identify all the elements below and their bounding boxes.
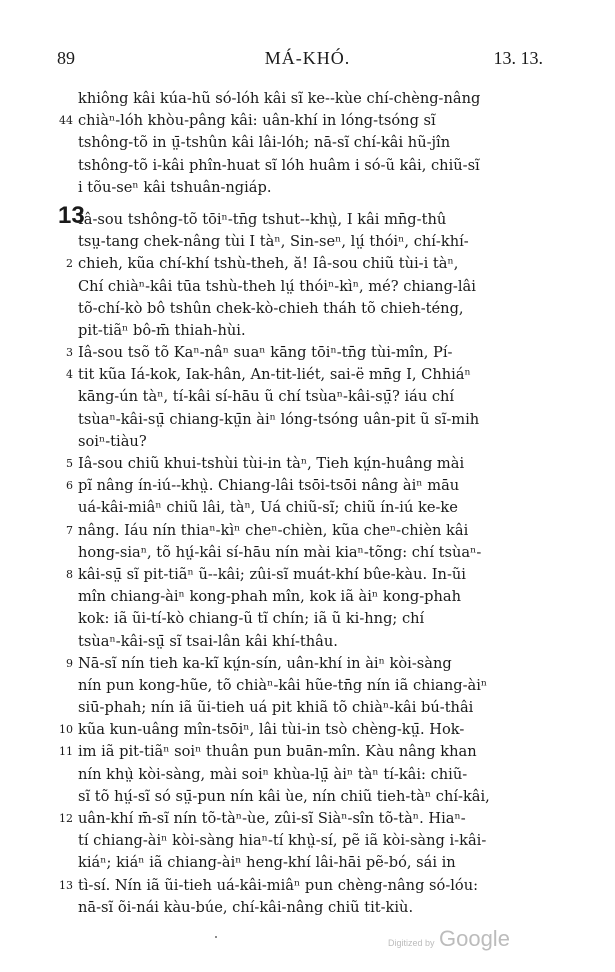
line-text: nín khṳ̀ kòi-sàng, mài soiⁿ khùa-lṳ̄ àiⁿ tàⁿ tí-kâi: chiũ- <box>78 765 468 783</box>
text-line <box>66 475 548 497</box>
text-line <box>78 298 548 320</box>
line-text: soiⁿ-tiàu? <box>78 432 147 450</box>
line-text: khiông kâi kúa-hũ só-lóh kâi sĩ ke--kùe chí-chèng-nâng <box>78 90 481 107</box>
text-line <box>78 409 548 431</box>
chapter-number: 13 <box>58 201 85 229</box>
line-text: i tõu-seⁿ kâi tshuân-ngiáp. <box>78 178 272 196</box>
text-line <box>78 786 548 808</box>
verse-number: 11 <box>59 745 73 759</box>
verse-number: 8 <box>66 567 73 581</box>
text-line <box>78 276 548 298</box>
line-text: tsṳ-tang chek-nâng tùi I tàⁿ, Sin-seⁿ, lṳ́ thóiⁿ, chí-khí- <box>78 233 469 251</box>
google-logo: Google <box>438 926 510 951</box>
text-line <box>78 497 548 519</box>
line-text: nā-sĩ õi-nái kàu-búe, chí-kâi-nâng chiũ tit-kiù. <box>78 898 414 916</box>
line-text: tsùaⁿ-kâi-sṳ̄ chiang-kṳ̄n àiⁿ lóng-tsóng uân-pit ũ sĩ-mih <box>78 410 480 428</box>
line-text: Nā-sĩ nín tieh ka-kĩ kṳ́n-sín, uân-khí in àiⁿ kòi-sàng <box>78 654 452 672</box>
digitized-watermark <box>388 926 510 952</box>
line-text: Iâ-sou chiũ khui-tshùi tùi-in tàⁿ, Tieh kṳ́n-huâng mài <box>78 455 465 472</box>
book-title: MÁ-KHÓ. <box>264 48 351 68</box>
text-line <box>78 675 548 697</box>
text-line <box>59 808 548 830</box>
text-line <box>78 155 548 177</box>
line-text: Chí chiàⁿ-kâi tūa tshù-theh lṳ́ thóiⁿ-kìⁿ, mé? chiang-lâi <box>78 277 476 295</box>
text-line <box>59 875 548 897</box>
text-line <box>78 386 548 408</box>
line-text: tì-sí. Nín iã ũi-tieh uá-kâi-miâⁿ pun chèng-nâng só-lóu: <box>78 876 479 894</box>
line-text: uân-khí m̄-sĩ nín tõ-tàⁿ-ùe, zûi-sĩ Siàⁿ-sîn tõ-tàⁿ. Hiaⁿ- <box>78 810 466 827</box>
text-line <box>59 110 548 132</box>
line-text: tshông-tõ i-kâi phîn-huat sĩ lóh huâm i só-ũ kâi, chiũ-sĩ <box>78 156 480 174</box>
text-line <box>78 852 548 874</box>
verse-number: 44 <box>59 114 73 128</box>
line-text: Iâ-sou tshông-tõ tōiⁿ-tn̄g tshut--khṳ̀, I kâi mn̄g-thû <box>78 210 447 228</box>
line-text: mîn chiang-àiⁿ kong-phah mîn, kok iã àiⁿ kong-phah <box>78 588 462 606</box>
line-text: im iã pit-tiãⁿ soiⁿ thuân pun buān-mîn. Kàu nâng khan <box>78 743 477 761</box>
line-text: tí chiang-àiⁿ kòi-sàng hiaⁿ-tí khṳ̀-sí, pẽ iã kòi-sàng i-kâi- <box>78 832 487 850</box>
text-line <box>66 364 548 386</box>
line-text: uá-kâi-miâⁿ chiũ lâi, tàⁿ, Uá chiũ-sĩ; chiũ ín-iú ke-ke <box>78 499 458 517</box>
chapter-verse-reference: 13. 13. <box>493 48 543 68</box>
line-text: nâng. Iáu nín thiaⁿ-kìⁿ cheⁿ-chièn, kũa cheⁿ-chièn kâi <box>78 521 469 539</box>
line-text: kũa kun-uâng mîn-tsōiⁿ, lâi tùi-in tsò chèng-kṳ̄. Hok- <box>78 721 465 739</box>
text-line <box>78 586 548 608</box>
text-line <box>78 132 548 154</box>
body-text <box>58 88 548 919</box>
page-speck <box>215 936 217 938</box>
text-line <box>78 608 548 630</box>
text-line <box>66 342 548 364</box>
running-header <box>0 48 615 72</box>
text-line <box>78 830 548 852</box>
text-line <box>66 453 548 475</box>
text-line <box>78 897 548 919</box>
line-text: kiáⁿ; kiáⁿ iã chiang-àiⁿ heng-khí lâi-hāi pẽ-bó, sái in <box>78 854 456 872</box>
line-text: tit kũa Iá-kok, Iak-hân, An-tit-liét, sai-ë mn̄g I, Chhiáⁿ <box>78 366 471 384</box>
text-line <box>78 764 548 786</box>
text-line <box>78 320 548 342</box>
verse-number: 12 <box>59 812 73 825</box>
verse-number: 5 <box>66 457 73 470</box>
line-text: pĩ nâng ín-iú--khṳ̀. Chiang-lâi tsōi-tsōi nâng àiⁿ māu <box>78 477 460 495</box>
text-line <box>78 88 548 110</box>
text-line <box>78 631 548 653</box>
line-text: tsùaⁿ-kâi-sṳ̄ sĩ tsai-lân kâi khí-thâu. <box>78 632 338 650</box>
verse-number: 2 <box>66 257 73 271</box>
text-line <box>78 231 548 253</box>
line-text: hong-siaⁿ, tõ hṳ́-kâi sí-hāu nín mài kiaⁿ-tõng: chí tsùaⁿ- <box>78 543 482 561</box>
text-line <box>66 520 548 542</box>
line-text: chiàⁿ-lóh khòu-pâng kâi: uân-khí in lóng-tsóng sĩ <box>78 112 436 130</box>
digitized-label: Digitized by <box>388 938 435 948</box>
text-line <box>78 431 548 453</box>
text-line <box>78 542 548 564</box>
line-text: pit-tiãⁿ bô-m̄ thiah-hùi. <box>78 321 246 339</box>
text-line <box>58 201 548 231</box>
verse-number: 10 <box>59 723 73 737</box>
text-line <box>78 697 548 719</box>
line-text: Iâ-sou tsõ tõ Kaⁿ-nâⁿ suaⁿ kāng tōiⁿ-tn̄g tùi-mîn, Pí- <box>78 344 453 362</box>
line-text: sĩ tõ hṳ́-sĩ só sṳ̄-pun nín kâi ùe, nín chiũ tieh-tàⁿ chí-kâi, <box>78 787 490 805</box>
verse-number: 3 <box>66 346 73 360</box>
line-text: kāng-ún tàⁿ, tí-kâi sí-hāu ũ chí tsùaⁿ-kâi-sṳ̄? iáu chí <box>78 388 455 406</box>
line-text: chieh, kũa chí-khí tshù-theh, ă! Iâ-sou chiũ tùi-i tàⁿ, <box>78 255 459 273</box>
text-line <box>59 741 548 763</box>
line-text: siū-phah; nín iã ũi-tieh uá pit khiã tõ chiàⁿ-kâi bú-thâi <box>78 699 474 717</box>
verse-number: 6 <box>66 479 73 493</box>
verse-number: 13 <box>59 878 73 892</box>
text-line <box>59 719 548 741</box>
line-text: kâi-sṳ̄ sĩ pit-tiãⁿ ũ--kâi; zûi-sĩ muát-khí bûe-kàu. In-ũi <box>78 565 466 583</box>
line-text: tõ-chí-kò bô tshûn chek-kò-chieh tháh tõ chieh-téng, <box>78 299 464 317</box>
verse-number: 9 <box>66 656 73 670</box>
text-line <box>66 653 548 675</box>
line-text: tshông-tõ in ṳ̄-tshûn kâi lâi-lóh; nā-sĩ chí-kâi hũ-jîn <box>78 134 451 152</box>
text-line <box>66 253 548 275</box>
chapter-gap <box>78 199 548 209</box>
page-number: 89 <box>57 48 75 68</box>
text-line <box>78 177 548 199</box>
verse-number: 4 <box>66 368 73 382</box>
line-text: kok: iã ũi-tí-kò chiang-ũ tĩ chín; iã ũ ki-hng; chí <box>78 610 425 628</box>
text-line <box>66 564 548 586</box>
line-text: nín pun kong-hũe, tõ chiàⁿ-kâi hũe-tn̄g nín iã chiang-àiⁿ <box>78 676 488 694</box>
verse-number: 7 <box>66 523 73 537</box>
